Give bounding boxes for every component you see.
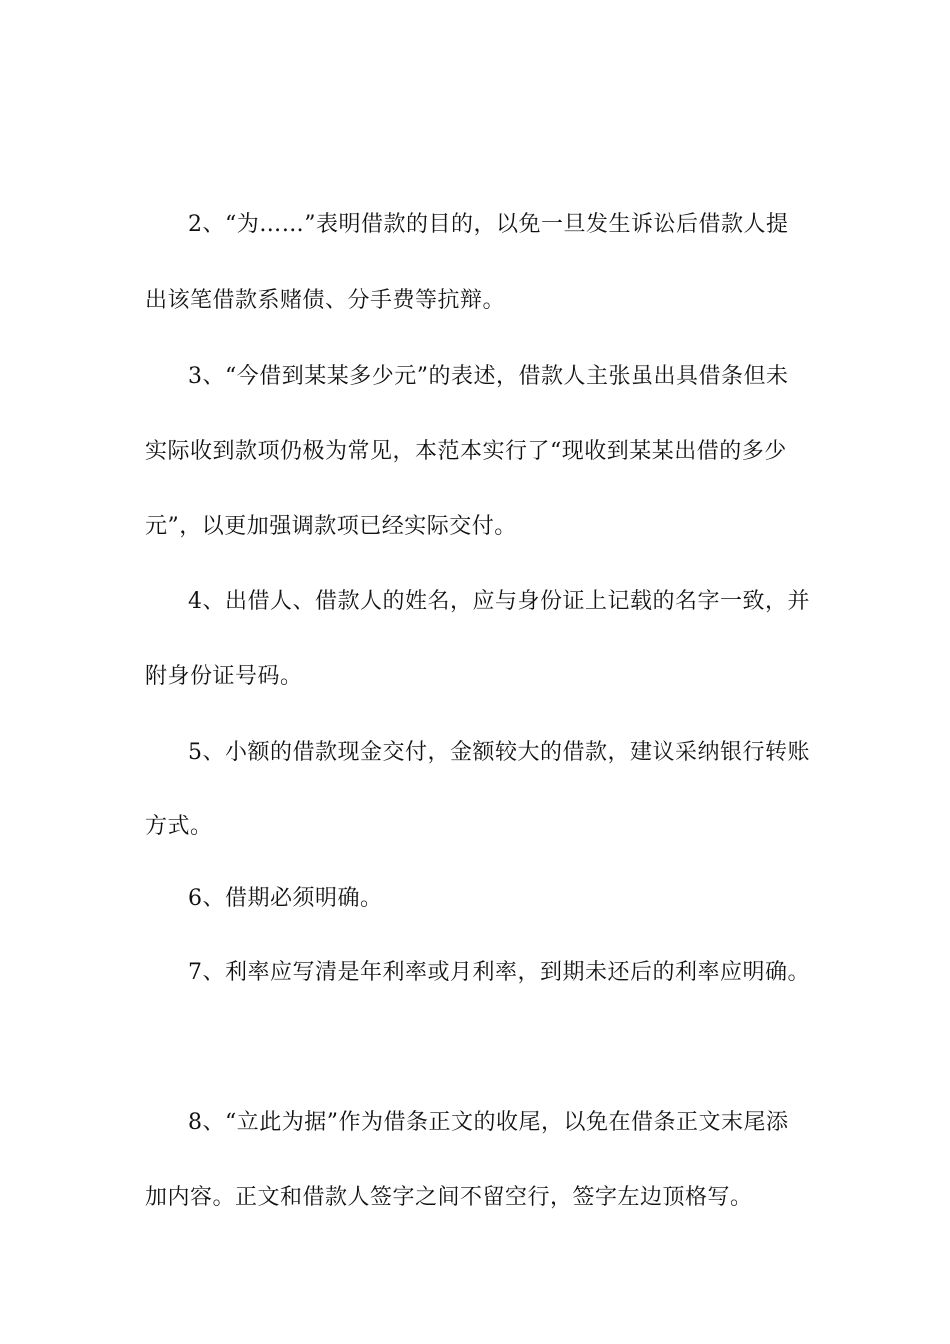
paragraph-3-line-2: 实际收到款项仍极为常见，本范本实行了“现收到某某出借的多少 [145, 439, 787, 464]
paragraph-4-line-1: 4、出借人、借款人的姓名，应与身份证上记载的名字一致，并 [188, 589, 810, 614]
paragraph-4-line-2: 附身份证号码。 [145, 664, 303, 689]
paragraph-8-line-2: 加内容。正文和借款人签字之间不留空行，签字左边顶格写。 [145, 1185, 753, 1210]
paragraph-3-line-1: 3、“今借到某某多少元”的表述，借款人主张虽出具借条但未 [188, 364, 789, 389]
paragraph-6-line-1: 6、借期必须明确。 [188, 886, 383, 911]
paragraph-2-line-2: 出该笔借款系赌债、分手费等抗辩。 [145, 288, 506, 313]
paragraph-7-line-1: 7、利率应写清是年利率或月利率，到期未还后的利率应明确。 [188, 960, 810, 985]
paragraph-5-line-2: 方式。 [145, 814, 213, 839]
paragraph-3-line-3: 元”，以更加强调款项已经实际交付。 [145, 514, 517, 539]
paragraph-2-line-1: 2、“为……”表明借款的目的，以免一旦发生诉讼后借款人提 [188, 212, 789, 237]
paragraph-5-line-1: 5、小额的借款现金交付，金额较大的借款，建议采纳银行转账 [188, 740, 810, 765]
paragraph-8-line-1: 8、“立此为据”作为借条正文的收尾，以免在借条正文末尾添 [188, 1110, 789, 1135]
